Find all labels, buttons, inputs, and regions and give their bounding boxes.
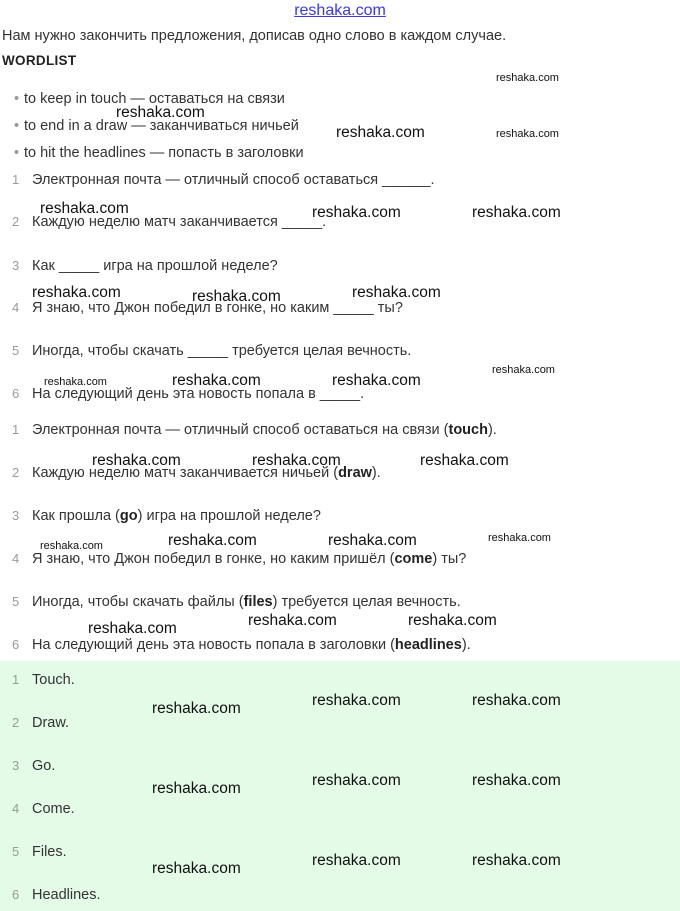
watermark: reshaka.com [116,104,205,121]
wordlist-item: • to keep in touch — оставаться на связи [14,91,285,107]
exercise-text: Я знаю, что Джон победил в гонке, но каким _____ ты? [32,300,403,316]
watermark: reshaka.com [472,772,561,789]
watermark: reshaka.com [408,612,497,629]
watermark: reshaka.com [312,204,401,221]
wordlist-title: WORDLIST [2,53,77,68]
item-number: 3 [12,258,20,273]
watermark: reshaka.com [492,364,555,376]
solution-item [0,506,680,526]
item-number: 6 [12,637,20,652]
item-number: 3 [12,758,20,773]
item-number: 5 [12,844,20,859]
item-number: 5 [12,594,20,609]
item-number: 1 [12,172,20,187]
site-link[interactable]: reshaka.com [294,2,386,19]
answer-text: Headlines. [32,887,101,903]
answer-word: come [394,551,433,567]
exercise-text: Электронная почта — отличный способ оставаться ______. [32,172,435,188]
exercise-text: Иногда, чтобы скачать _____ требуется целая вечность. [32,343,412,359]
answer-text: Draw. [32,715,70,731]
solution-item [0,592,680,612]
watermark: reshaka.com [312,772,401,789]
solution-text: Как прошла (go) игра на прошлой неделе? [32,508,321,524]
answer-item [0,713,680,733]
wordlist-item: • to end in a draw — заканчиваться ничьей [14,118,299,134]
answer-item [0,670,680,690]
answer-text: Go. [32,758,56,774]
watermark: reshaka.com [332,372,421,389]
watermark: reshaka.com [472,852,561,869]
exercise-text: Каждую неделю матч заканчивается _____. [32,214,327,230]
wordlist-item: • to hit the headlines — попасть в заголовки [14,145,304,161]
solution-text: Каждую неделю матч заканчивается ничьей (draw). [32,465,381,481]
watermark: reshaka.com [336,124,425,141]
solution-item [0,420,680,440]
answer-word: headlines [394,637,462,653]
watermark: reshaka.com [420,452,509,469]
solution-text: Я знаю, что Джон победил в гонке, но каким пришёл (come) ты? [32,551,467,567]
watermark: reshaka.com [472,204,561,221]
answer-word: go [119,508,138,524]
bullet-icon: • [14,145,20,161]
exercise-item [0,256,680,276]
wordlist [14,89,304,170]
watermark: reshaka.com [172,372,261,389]
bullet-icon: • [14,91,20,107]
item-number: 2 [12,715,20,730]
answer-word: touch [448,422,488,438]
watermark: reshaka.com [496,128,559,140]
item-number: 4 [12,551,20,566]
item-number: 1 [12,672,20,687]
bullet-icon: • [14,118,20,134]
watermark: reshaka.com [32,284,121,301]
item-number: 2 [12,214,20,229]
item-number: 4 [12,300,20,315]
watermark: reshaka.com [40,200,129,217]
watermark: reshaka.com [312,852,401,869]
watermark: reshaka.com [88,620,177,637]
watermark: reshaka.com [152,700,241,717]
watermark: reshaka.com [192,288,281,305]
item-number: 5 [12,343,20,358]
watermark: reshaka.com [328,532,417,549]
solution-text: Иногда, чтобы скачать файлы (files) требуется целая вечность. [32,594,461,610]
watermark: reshaka.com [40,540,103,552]
item-number: 2 [12,465,20,480]
solution-item [0,635,680,655]
watermark: reshaka.com [248,612,337,629]
watermark: reshaka.com [92,452,181,469]
exercise-text: На следующий день эта новость попала в _____. [32,386,365,402]
answer-item [0,885,680,905]
watermark: reshaka.com [168,532,257,549]
watermark: reshaka.com [472,692,561,709]
answer-text: Come. [32,801,75,817]
solution-text: На следующий день эта новость попала в заголовки (headlines). [32,637,471,653]
item-number: 3 [12,508,20,523]
intro-text: Нам нужно закончить предложения, дописав одно слово в каждом случае. [2,28,507,44]
item-number: 6 [12,386,20,401]
item-number: 6 [12,887,20,902]
watermark: reshaka.com [152,860,241,877]
answer-text: Touch. [32,672,75,688]
watermark: reshaka.com [44,376,107,388]
watermark: reshaka.com [496,72,559,84]
watermark: reshaka.com [252,452,341,469]
exercise-item [0,170,680,190]
item-number: 4 [12,801,20,816]
watermark: reshaka.com [352,284,441,301]
watermark: reshaka.com [152,780,241,797]
answer-item [0,799,680,819]
watermark: reshaka.com [312,692,401,709]
exercise-text: Как _____ игра на прошлой неделе? [32,258,278,274]
solution-item [0,549,680,569]
solution-text: Электронная почта — отличный способ оставаться на связи (touch). [32,422,497,438]
item-number: 1 [12,422,20,437]
answer-word: draw [338,465,372,481]
answer-word: files [243,594,273,610]
exercise-item [0,341,680,361]
answer-text: Files. [32,844,67,860]
watermark: reshaka.com [488,532,551,544]
